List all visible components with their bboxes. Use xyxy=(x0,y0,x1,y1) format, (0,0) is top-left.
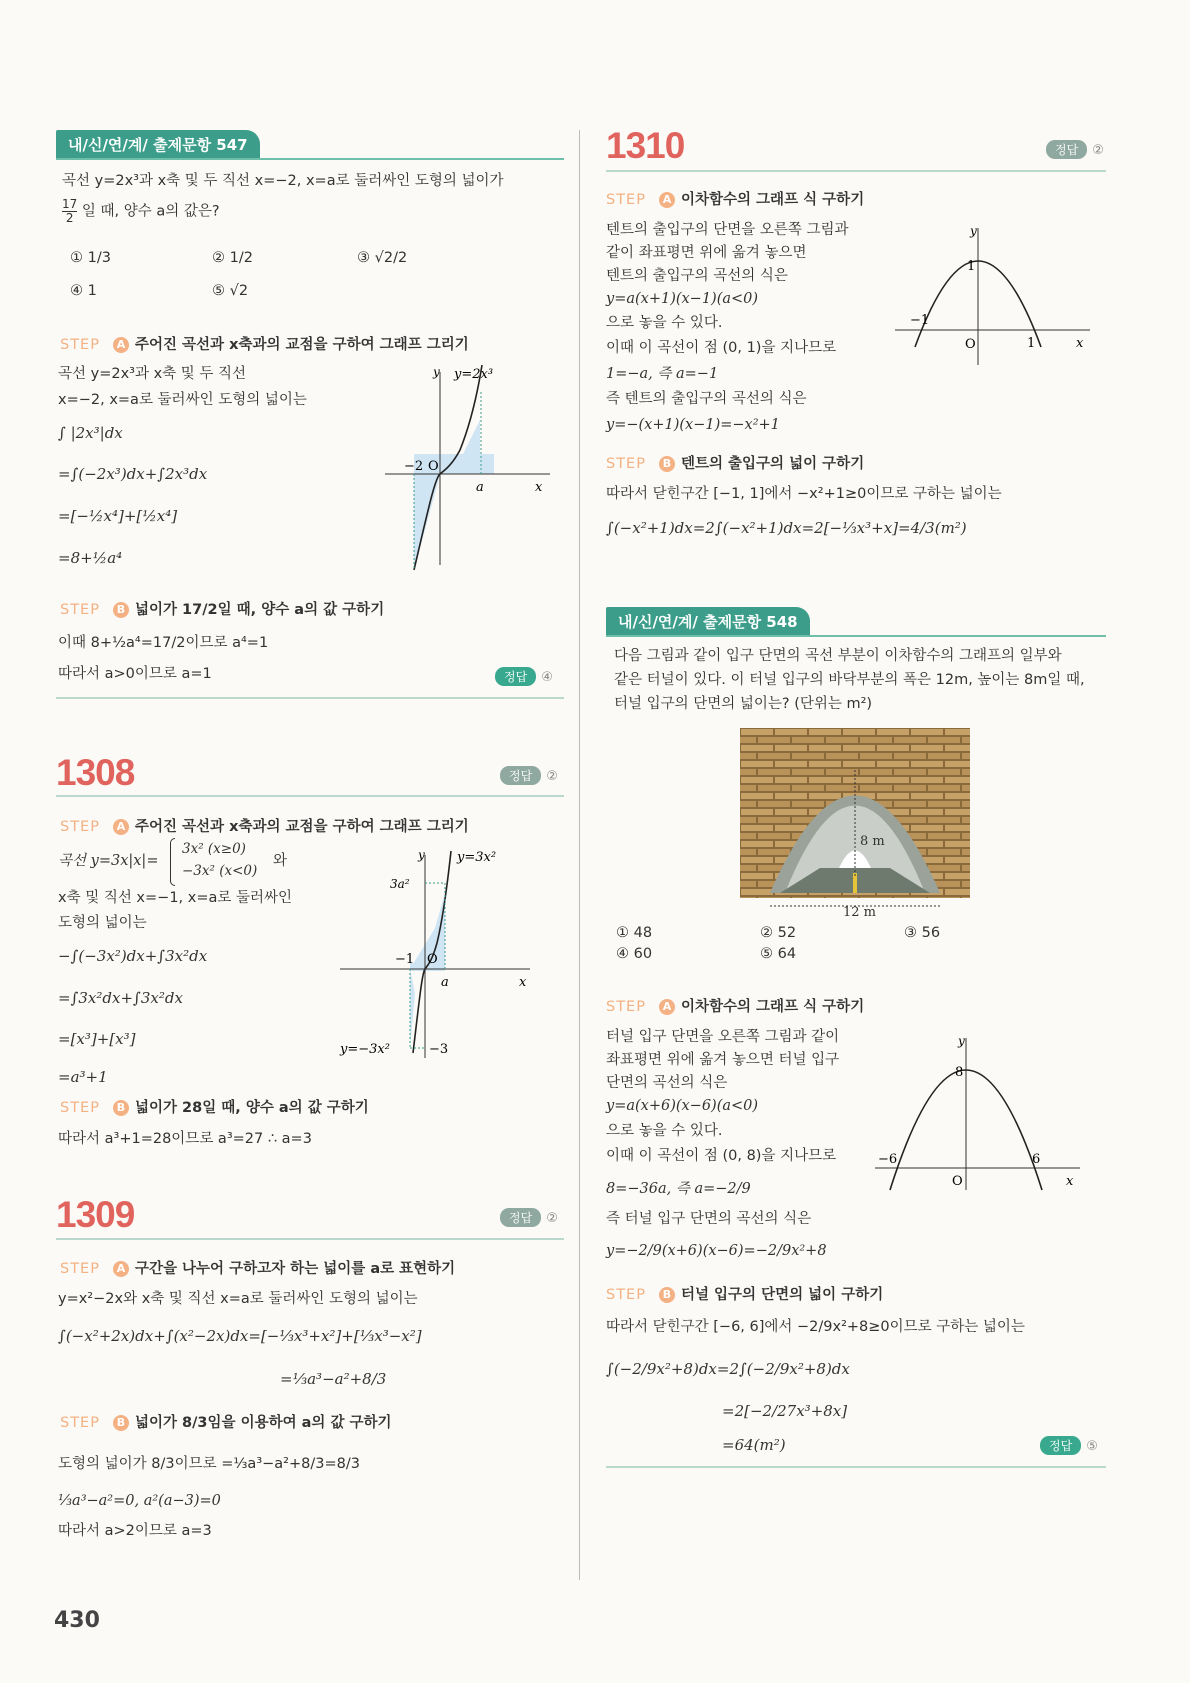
column-divider xyxy=(579,130,580,1580)
func-label: y=−3x² xyxy=(340,1042,390,1057)
question-547-line1: 곡선 y=2x³과 x축 및 두 직선 x=−2, x=a로 둘러싸인 도형의 넓이가 xyxy=(62,173,504,189)
sol-1310-line: 같이 좌표평면 위에 옮겨 놓으면 xyxy=(606,245,807,261)
graph-1308 xyxy=(335,843,545,1068)
sol-1309-line: =⅓a³−a²+8/3 xyxy=(280,1370,387,1388)
origin-label: O xyxy=(965,337,976,352)
header-underline xyxy=(56,158,564,160)
sol-1308-line: 곡선 y=3x|x|= xyxy=(58,853,159,869)
step-a-1309: STEP A 구간을 나누어 구하고자 하는 넓이를 a로 표현하기 xyxy=(60,1261,456,1277)
tick-label: −3 xyxy=(429,1042,449,1057)
problem-547-header: 내/신/연/계/ 출제문항 547 xyxy=(56,130,260,160)
tick-label: 6 xyxy=(1032,1152,1041,1167)
width-label: 12 m xyxy=(843,905,877,920)
sol-547-b-line: 따라서 a>0이므로 a=1 xyxy=(58,666,212,682)
sol-1308-line: −∫(−3x²)dx+∫3x²dx xyxy=(58,947,208,965)
sol-548-line: 단면의 곡선의 식은 xyxy=(606,1075,728,1091)
sol-547-line: x=−2, x=a로 둘러싸인 도형의 넓이는 xyxy=(58,392,307,408)
choice-4[interactable]: ④ 1 xyxy=(70,283,97,299)
sol-548-b-line: =2[−2/27x³+8x] xyxy=(722,1402,848,1420)
origin-label: O xyxy=(428,459,439,474)
sol-548-line: 터널 입구 단면을 오른쪽 그림과 같이 xyxy=(606,1029,840,1045)
choice-4[interactable]: ④ 60 xyxy=(616,946,653,962)
header-underline xyxy=(606,635,1106,637)
question-548-line: 같은 터널이 있다. 이 터널 입구의 바닥부분의 폭은 12m, 높이는 8m일 때, xyxy=(614,672,1085,688)
tick-label: −1 xyxy=(395,952,415,967)
frac-den: 2 xyxy=(65,211,74,225)
choice-2[interactable]: ② 52 xyxy=(760,925,797,941)
tick-label: 8 xyxy=(955,1065,964,1080)
sol-1310-line: 이때 이 곡선이 점 (0, 1)을 지나므로 xyxy=(606,340,837,356)
answer-548: 정답 ⑤ xyxy=(1040,1436,1098,1455)
sol-548-b-line: 따라서 닫힌구간 [−6, 6]에서 −2/9x²+8≥0이므로 구하는 넓이는 xyxy=(606,1319,1025,1335)
tick-label: a xyxy=(441,975,449,990)
sol-547-line: 곡선 y=2x³과 x축 및 두 직선 xyxy=(58,366,247,382)
problem-number-1308: 1308 xyxy=(56,752,135,793)
brace xyxy=(170,838,175,886)
step-a-547: STEP A 주어진 곡선과 x축과의 교점을 구하여 그래프 그리기 xyxy=(60,337,469,353)
section-rule xyxy=(606,170,1106,172)
section-rule xyxy=(56,1238,564,1240)
tick-label: −1 xyxy=(910,313,930,328)
x-axis-label: x xyxy=(519,975,527,990)
choice-2[interactable]: ② 1/2 xyxy=(212,250,253,266)
sol-1309-b-line: 도형의 넓이가 8/3이므로 =⅓a³−a²+8/3=8/3 xyxy=(58,1456,360,1472)
x-axis-label: x xyxy=(1066,1174,1074,1189)
y-axis-label: y xyxy=(958,1034,965,1048)
question-548-line: 다음 그림과 같이 입구 단면의 곡선 부분이 이차함수의 그래프의 일부와 xyxy=(614,648,1062,664)
choice-1[interactable]: ① 1/3 xyxy=(70,250,111,266)
problem-number-1310: 1310 xyxy=(606,125,685,166)
choice-5[interactable]: ⑤ 64 xyxy=(760,946,797,962)
step-b-1310: STEP B 텐트의 출입구의 넓이 구하기 xyxy=(606,456,865,472)
sol-1308-line: =a³+1 xyxy=(58,1068,108,1086)
step-a-1308: STEP A 주어진 곡선과 x축과의 교점을 구하여 그래프 그리기 xyxy=(60,819,469,835)
sol-1308-case: 3x² (x≥0) xyxy=(182,841,246,857)
sol-548-line: 8=−36a, 즉 a=−2/9 xyxy=(606,1181,751,1197)
origin-label: O xyxy=(427,952,438,967)
sol-548-line: 이때 이 곡선이 점 (0, 8)을 지나므로 xyxy=(606,1148,837,1164)
sol-548-line: y=−2/9(x+6)(x−6)=−2/9x²+8 xyxy=(606,1243,827,1259)
sol-1310-line: 텐트의 출입구의 단면을 오른쪽 그림과 xyxy=(606,222,849,238)
answer-547: 정답 ④ xyxy=(495,667,553,686)
height-label: 8 m xyxy=(860,834,885,849)
answer-1310: 정답 ② xyxy=(1046,140,1104,159)
sol-1309-line: ∫(−x²+2x)dx+∫(x²−2x)dx=[−⅓x³+x²]+[⅓x³−x²] xyxy=(58,1327,422,1345)
sol-547-line: =8+½a⁴ xyxy=(58,549,123,567)
tick-label: 1 xyxy=(967,259,976,274)
frac-num: 17 xyxy=(62,197,78,211)
sol-1310-b-line: ∫(−x²+1)dx=2∫(−x²+1)dx=2[−⅓x³+x]=4/3(m²) xyxy=(606,519,967,537)
question-548-line: 터널 입구의 단면의 넓이는? (단위는 m²) xyxy=(614,696,873,712)
sol-548-line: y=a(x+6)(x−6)(a<0) xyxy=(606,1098,759,1114)
sol-1310-line: 으로 놓을 수 있다. xyxy=(606,315,723,331)
page-number: 430 xyxy=(54,1608,100,1633)
sol-1308-case: −3x² (x<0) xyxy=(182,863,258,879)
sol-1309-b-line: ⅓a³−a²=0, a²(a−3)=0 xyxy=(58,1493,221,1509)
choice-3[interactable]: ③ √2/2 xyxy=(357,250,408,266)
sol-1310-line: y=−(x+1)(x−1)=−x²+1 xyxy=(606,417,780,433)
tick-label: 3a² xyxy=(390,877,410,891)
choice-3[interactable]: ③ 56 xyxy=(904,925,941,941)
answer-1308: 정답 ② xyxy=(500,766,558,785)
sol-1310-b-line: 따라서 닫힌구간 [−1, 1]에서 −x²+1≥0이므로 구하는 넓이는 xyxy=(606,486,1002,502)
question-547-line2 xyxy=(62,198,220,225)
sol-1308-line: =[x³]+[x³] xyxy=(58,1030,136,1048)
sol-1310-line: 텐트의 출입구의 곡선의 식은 xyxy=(606,268,788,284)
sol-547-line: =[−½x⁴]+[½x⁴] xyxy=(58,507,178,525)
sol-1308-line: 와 xyxy=(273,853,288,869)
sol-1310-line: 1=−a, 즉 a=−1 xyxy=(606,366,719,382)
step-b-1308: STEP B 넓이가 28일 때, 양수 a의 값 구하기 xyxy=(60,1100,369,1116)
tick-label: 1 xyxy=(1027,336,1036,351)
origin-label: O xyxy=(952,1174,963,1189)
x-axis-label: x xyxy=(535,480,543,495)
choice-1[interactable]: ① 48 xyxy=(616,925,653,941)
func-label: y=3x² xyxy=(457,850,497,865)
sol-548-line: 으로 놓을 수 있다. xyxy=(606,1123,723,1139)
section-rule xyxy=(606,1466,1106,1468)
tick-label: −2 xyxy=(404,459,424,474)
sol-548-b-line: ∫(−2/9x²+8)dx=2∫(−2/9x²+8)dx xyxy=(606,1360,850,1378)
x-axis-label: x xyxy=(1076,336,1084,351)
section-rule xyxy=(56,697,564,699)
sol-1308-line: =∫3x²dx+∫3x²dx xyxy=(58,989,183,1007)
choice-5[interactable]: ⑤ √2 xyxy=(212,283,249,299)
section-rule xyxy=(56,795,564,797)
sol-1308-b-line: 따라서 a³+1=28이므로 a³=27 ∴ a=3 xyxy=(58,1131,312,1147)
sol-1309-b-line: 따라서 a>2이므로 a=3 xyxy=(58,1523,212,1539)
graph-1310 xyxy=(890,220,1100,370)
graph-547 xyxy=(380,360,560,575)
y-axis-label: y xyxy=(433,365,440,379)
sol-1310-line: y=a(x+1)(x−1)(a<0) xyxy=(606,291,759,307)
tick-label: −6 xyxy=(878,1152,898,1167)
y-axis-label: y xyxy=(970,224,977,238)
tunnel-illustration xyxy=(740,728,970,920)
sol-548-b-line: =64(m²) xyxy=(722,1436,786,1454)
sol-1310-line: 즉 텐트의 출입구의 곡선의 식은 xyxy=(606,391,807,407)
answer-1309: 정답 ② xyxy=(500,1208,558,1227)
func-label: y=2x³ xyxy=(454,367,494,382)
tick-label: a xyxy=(476,480,484,495)
step-a-548: STEP A 이차함수의 그래프 식 구하기 xyxy=(606,999,865,1015)
sol-1309-line: y=x²−2x와 x축 및 직선 x=a로 둘러싸인 도형의 넓이는 xyxy=(58,1291,418,1307)
sol-548-line: 즉 터널 입구 단면의 곡선의 식은 xyxy=(606,1211,812,1227)
question-547-rest: 일 때, 양수 a의 값은? xyxy=(81,203,220,220)
sol-1308-line: x축 및 직선 x=−1, x=a로 둘러싸인 xyxy=(58,890,293,906)
sol-1308-line: 도형의 넓이는 xyxy=(58,915,147,931)
step-a-1310: STEP A 이차함수의 그래프 식 구하기 xyxy=(606,192,865,208)
graph-548 xyxy=(870,1030,1090,1195)
sol-547-line: ∫ |2x³|dx xyxy=(58,424,123,442)
problem-number-1309: 1309 xyxy=(56,1194,135,1235)
sol-548-line: 좌표평면 위에 옮겨 놓으면 터널 입구 xyxy=(606,1052,840,1068)
sol-547-line: =∫(−2x³)dx+∫2x³dx xyxy=(58,465,208,483)
step-b-548: STEP B 터널 입구의 단면의 넓이 구하기 xyxy=(606,1287,884,1303)
step-b-1309: STEP B 넓이가 8/3임을 이용하여 a의 값 구하기 xyxy=(60,1415,392,1431)
sol-547-b-line: 이때 8+½a⁴=17/2이므로 a⁴=1 xyxy=(58,635,269,651)
problem-548-header: 내/신/연/계/ 출제문항 548 xyxy=(606,607,810,637)
y-axis-label: y xyxy=(418,848,425,862)
step-b-547: STEP B 넓이가 17/2일 때, 양수 a의 값 구하기 xyxy=(60,602,385,618)
